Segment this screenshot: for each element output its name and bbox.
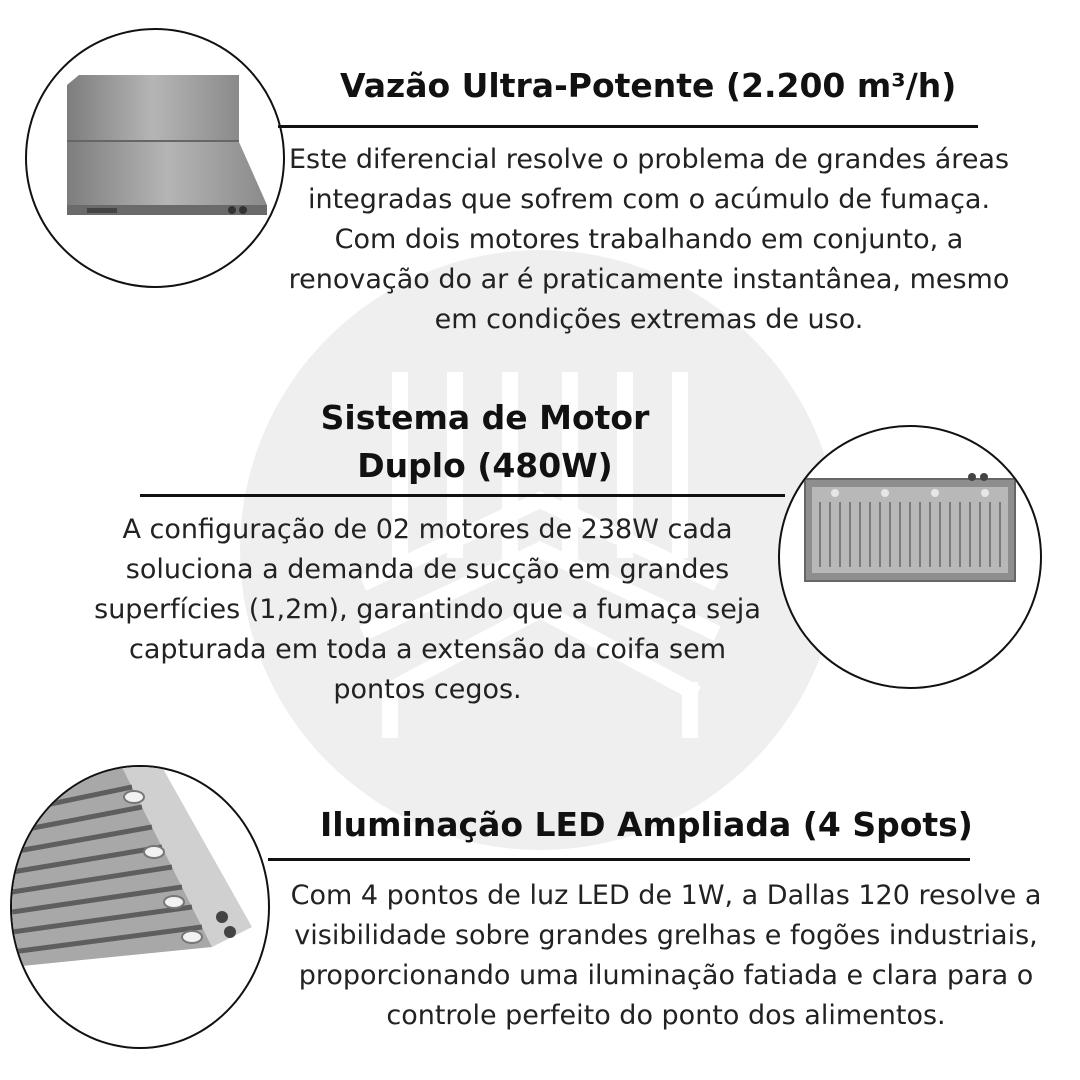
section1-divider: [278, 125, 978, 128]
section1-title: Vazão Ultra-Potente (2.200 m³/h): [340, 66, 957, 105]
section3-divider: [268, 858, 970, 861]
section2-title-line1: Sistema de Motor: [320, 398, 650, 437]
wall-range-hood-icon: [27, 30, 283, 286]
section2-divider: [140, 494, 785, 497]
section3-body: Com 4 pontos de luz LED de 1W, a Dallas 120 resolve a visibilidade sobre grandes grelhas e fogões industriais, proporcionando uma iluminação fatiada e clara para o controle perfeito do ponto dos alimentos.: [290, 880, 1042, 1031]
section1-body: Este diferencial resolve o problema de grandes áreas integradas que sofrem com o acúmulo de fumaça. Com dois motores trabalhando em conjunto, a renovação do ar é praticamente instantânea, mesmo em condições extremas de uso.: [288, 144, 1010, 335]
section3-title: Iluminação LED Ampliada (4 Spots): [320, 805, 973, 844]
section2-image-circle: [778, 425, 1042, 689]
section2-body: A configuração de 02 motores de 238W cada soluciona a demanda de sucção em grandes superfícies (1,2m), garantindo que a fumaça seja capturada em toda a extensão da coifa sem pontos cegos.: [94, 514, 761, 705]
section1-image-circle: [25, 28, 285, 288]
section2-title-line2: Duplo (480W): [357, 446, 613, 485]
section2-title: [320, 394, 650, 490]
hood-underside-filters-icon: [780, 427, 1040, 687]
section3-image-circle: [10, 765, 270, 1049]
led-spots-closeup-icon: [12, 767, 268, 1047]
